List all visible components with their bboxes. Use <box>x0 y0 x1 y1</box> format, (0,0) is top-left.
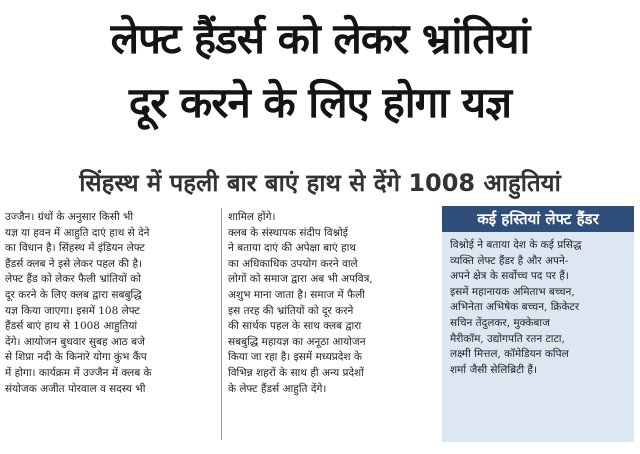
text-line: इसमें महानायक अमिताभ बच्चन, <box>450 285 575 298</box>
text-line: की सार्थक पहल के साथ क्लब द्वारा <box>228 320 362 333</box>
text-line: लक्ष्मी मित्तल, कॉमेडियन कपिल <box>450 348 569 361</box>
headline-line-2: दूर करने के लिए होगा यज्ञ <box>128 78 512 127</box>
text-line: में होगा। कार्यक्रम में उज्जैन में क्लब के <box>5 366 152 379</box>
text-line: किया जा रहा है। इसमें मध्यप्रदेश के <box>228 351 362 364</box>
text-line: विभिन्न शहरों के साथ ही अन्य प्रदेशों <box>228 366 364 379</box>
sidebar-box-title: कई हस्तियां लेफ्ट हैंडर <box>442 206 634 232</box>
text-line: देंगे। आयोजन बुधवार सुबह आठ बजे <box>5 335 145 348</box>
text-line: इस तरह की भ्रांतियों को दूर करने <box>228 304 354 317</box>
text-line: शर्मा जैसी सेलिब्रिटी हैं। <box>450 363 537 376</box>
headline-line-1: लेफ्ट हैंडर्स को लेकर भ्रांतियां <box>110 14 530 63</box>
text-line: दूर करने के लिए क्लब द्वारा सबबुद्धि <box>5 288 142 301</box>
sidebar-box-body <box>442 232 634 384</box>
text-line: मैरीकॉम, उद्योगपति रतन टाटा, <box>450 332 565 345</box>
text-line: सचिन तेंदुलकर, मुक्केबाज <box>450 316 550 329</box>
column-1-text <box>5 210 217 397</box>
text-line: हैंडर्स बाएं हाथ से 1008 आहुतियां <box>5 320 138 333</box>
text-line: यज्ञ किया जाएगा। इसमें 108 लेफ्ट <box>5 304 140 317</box>
text-line: का विधान है। सिंहस्थ में इंडियन लेफ्ट <box>5 242 145 255</box>
column-2-text <box>228 210 434 397</box>
text-line: अशुभ माना जाता है। समाज में फैली <box>228 288 365 301</box>
text-line: विश्नोई ने बताया देश के कई प्रसिद्ध <box>450 239 582 251</box>
text-line: व्यक्ति लेफ्ट हैंडर है और अपने- <box>450 254 569 267</box>
text-line: अभिनेता अभिषेक बच्चन, क्रिकेटर <box>450 301 580 314</box>
sidebar-box <box>442 206 634 442</box>
text-line: शामिल होंगे। <box>228 211 276 223</box>
text-line: क्लब के संस्थापक संदीप विश्नोई <box>228 226 348 239</box>
text-line: यज्ञ या हवन में आहुति दाएं हाथ से देने <box>5 226 150 239</box>
text-line: उज्जैन। ग्रंथों के अनुसार किसी भी <box>5 211 134 223</box>
text-line: लोगों को समाज द्वारा अब भी अपवित्र, <box>228 273 373 286</box>
text-line: से शिप्रा नदी के किनारे योगा कुंभ कैंप <box>5 351 147 364</box>
text-line: संयोजक अजीत पोरवाल व सदस्य भी <box>5 382 146 395</box>
text-line: के लेफ्ट हैंडर्स आहुति देंगे। <box>228 382 327 395</box>
text-line: ने बताया दाएं की अपेक्षा बाएं हाथ <box>228 242 357 255</box>
article-column-2 <box>228 210 434 397</box>
article-column-1 <box>5 210 217 397</box>
column-divider <box>221 208 222 440</box>
text-line: सबबुद्धि महायज्ञ का अनूठा आयोजन <box>228 335 366 348</box>
text-line: अपने क्षेत्र के सर्वोच्च पद पर हैं। <box>450 270 569 283</box>
text-line: का अधिकाधिक उपयोग करने वाले <box>228 257 358 270</box>
text-line: लेफ्ट हैंड को लेकर फैली भ्रांतियों को <box>5 273 141 286</box>
subheadline: सिंहस्थ में पहली बार बाएं हाथ से देंगे 1008 आहुतियां <box>79 169 561 197</box>
text-line: हैंडर्स क्लब ने इसे लेकर पहल की है। <box>5 257 143 270</box>
